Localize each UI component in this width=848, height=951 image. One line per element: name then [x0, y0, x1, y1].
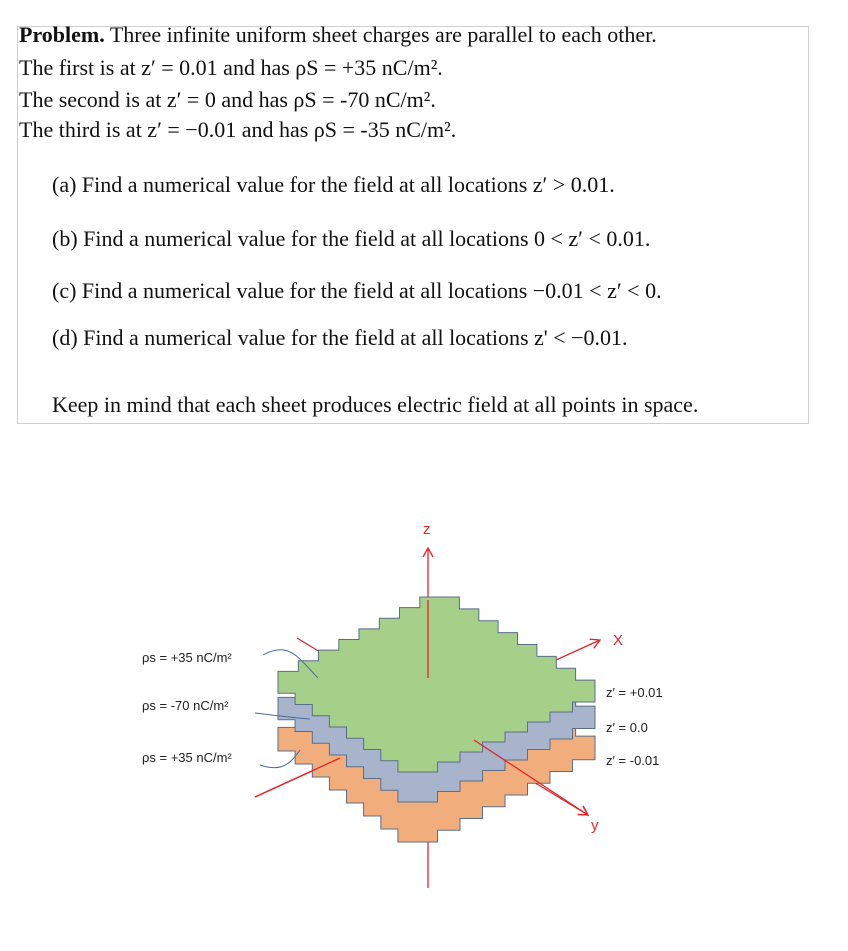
part-c: (c) Find a numerical value for the field at all locations −0.01 < z′ < 0. [52, 278, 662, 303]
problem-intro: Three infinite uniform sheet charges are parallel to each other. [109, 22, 657, 47]
sheet-2-text: The second is at z′ = 0 and has ρS = -70 nC/m². [19, 87, 436, 112]
note: Keep in mind that each sheet produces electric field at all points in space. [52, 392, 699, 417]
charge-label-middle: ρs = -70 nC/m² [142, 698, 229, 713]
position-label-top: z′ = +0.01 [606, 685, 663, 700]
position-label-middle: z′ = 0.0 [606, 720, 648, 735]
part-a: (a) Find a numerical value for the field at all locations z′ > 0.01. [52, 172, 615, 197]
z-axis-label: z [423, 521, 431, 538]
charge-label-bottom: ρs = +35 nC/m² [142, 750, 232, 765]
part-b: (b) Find a numerical value for the field at all locations 0 < z′ < 0.01. [52, 226, 651, 251]
leader-bottom [260, 750, 300, 768]
sheet-1-text: The first is at z′ = 0.01 and has ρS = +35 nC/m². [19, 55, 443, 80]
charge-label-top: ρs = +35 nC/m² [142, 650, 232, 665]
x-axis-label: X [613, 632, 624, 649]
sheet-3-text: The third is at z′ = −0.01 and has ρS = -35 nC/m². [19, 117, 457, 142]
position-label-bottom: z′ = -0.01 [606, 753, 660, 768]
part-d: (d) Find a numerical value for the field at all locations z' < −0.01. [52, 325, 628, 350]
problem-heading: Problem. [19, 22, 105, 47]
y-axis-label: y [591, 817, 599, 834]
